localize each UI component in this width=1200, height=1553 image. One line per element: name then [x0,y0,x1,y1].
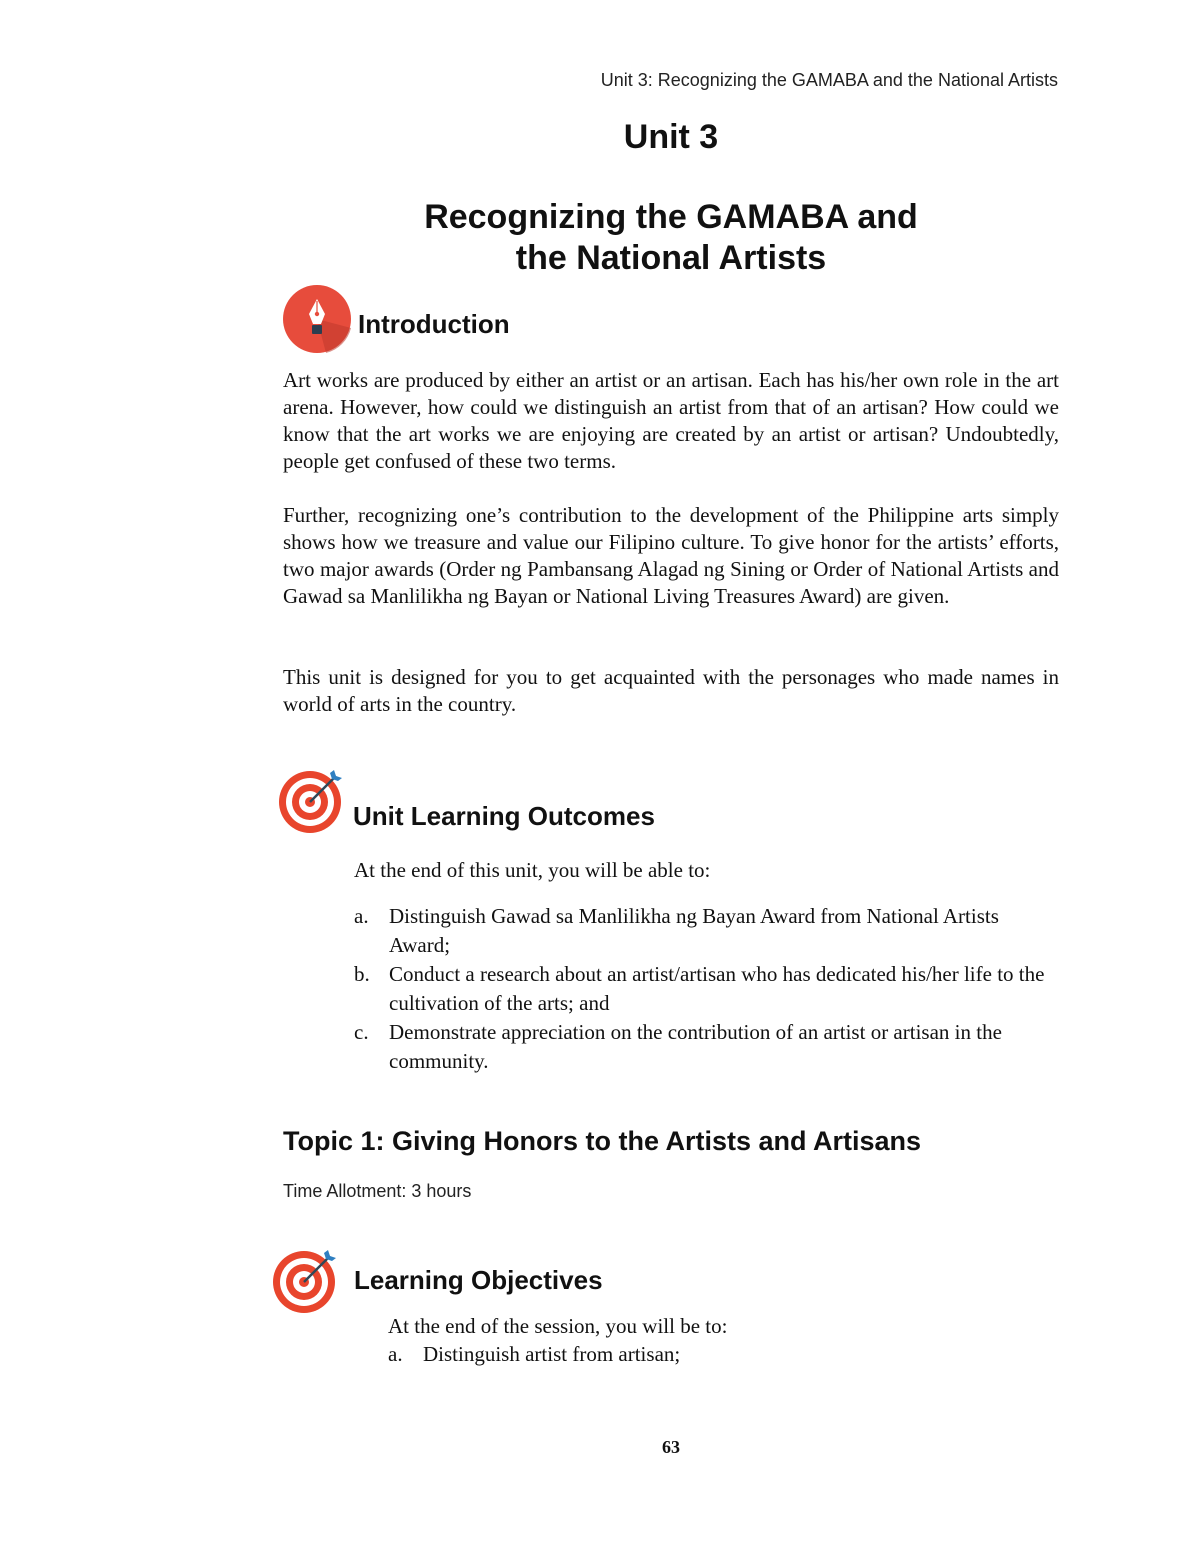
unit-outcomes-lead: At the end of this unit, you will be able to: [354,858,711,882]
list-marker: c. [354,1020,369,1044]
list-marker: a. [388,1342,403,1366]
pen-nib-icon [282,284,352,354]
learning-objectives-lead: At the end of the session, you will be to: [388,1314,728,1338]
list-item [354,1018,1064,1076]
list-item-text: Distinguish artist from artisan; [423,1342,681,1366]
unit-outcomes-heading: Unit Learning Outcomes [353,801,655,831]
list-item-text: Distinguish Gawad sa Manlilikha ng Bayan Award from National Artists Award; [389,904,999,957]
running-header: Unit 3: Recognizing the GAMABA and the National Artists [600,70,1058,90]
list-item-text: Demonstrate appreciation on the contribution of an artist or artisan in the community. [389,1020,1002,1073]
unit-outcomes-list [354,902,1064,1076]
list-marker: b. [354,962,370,986]
unit-title-line-1: Recognizing the GAMABA and [424,198,918,236]
unit-number: Unit 3 [623,118,719,156]
list-item [354,902,1064,960]
list-item [354,960,1064,1018]
intro-paragraph-2: Further, recognizing one’s contribution to the development of the Philippine arts simply shows how we treasure and value our Filipino culture. To give honor for the artists’ efforts, two major awards (Order ng Pambansang Alagad ng Sining or Order of National Artists and Gawad sa Manlilikha ng Bayan or National Living Treasures Award) are given. [283,503,1059,608]
learning-objectives-list [388,1340,1068,1369]
list-marker: a. [354,904,369,928]
list-item [388,1340,1068,1369]
introduction-heading: Introduction [358,309,510,339]
page-number: 63 [662,1437,680,1457]
unit-title-line-2: the National Artists [515,239,827,277]
topic-heading: Topic 1: Giving Honors to the Artists and Artisans [283,1126,922,1156]
list-item-text: Conduct a research about an artist/artisan who has dedicated his/her life to the cultivation of the arts; and [389,962,1045,1015]
intro-paragraph-3: This unit is designed for you to get acquainted with the personages who made names in world of arts in the country. [283,665,1059,716]
intro-paragraph-1: Art works are produced by either an artist or an artisan. Each has his/her own role in the art arena. However, how could we distinguish an artist from that of an artisan? How could we know that the art works we are enjoying are created by an artist or artisan? Undoubtedly, people get confused of these two terms. [283,368,1059,473]
learning-objectives-heading: Learning Objectives [354,1265,603,1295]
time-allotment: Time Allotment: 3 hours [283,1181,472,1201]
target-icon [278,766,346,834]
target-icon [272,1246,340,1314]
unit-title [0,197,1200,279]
